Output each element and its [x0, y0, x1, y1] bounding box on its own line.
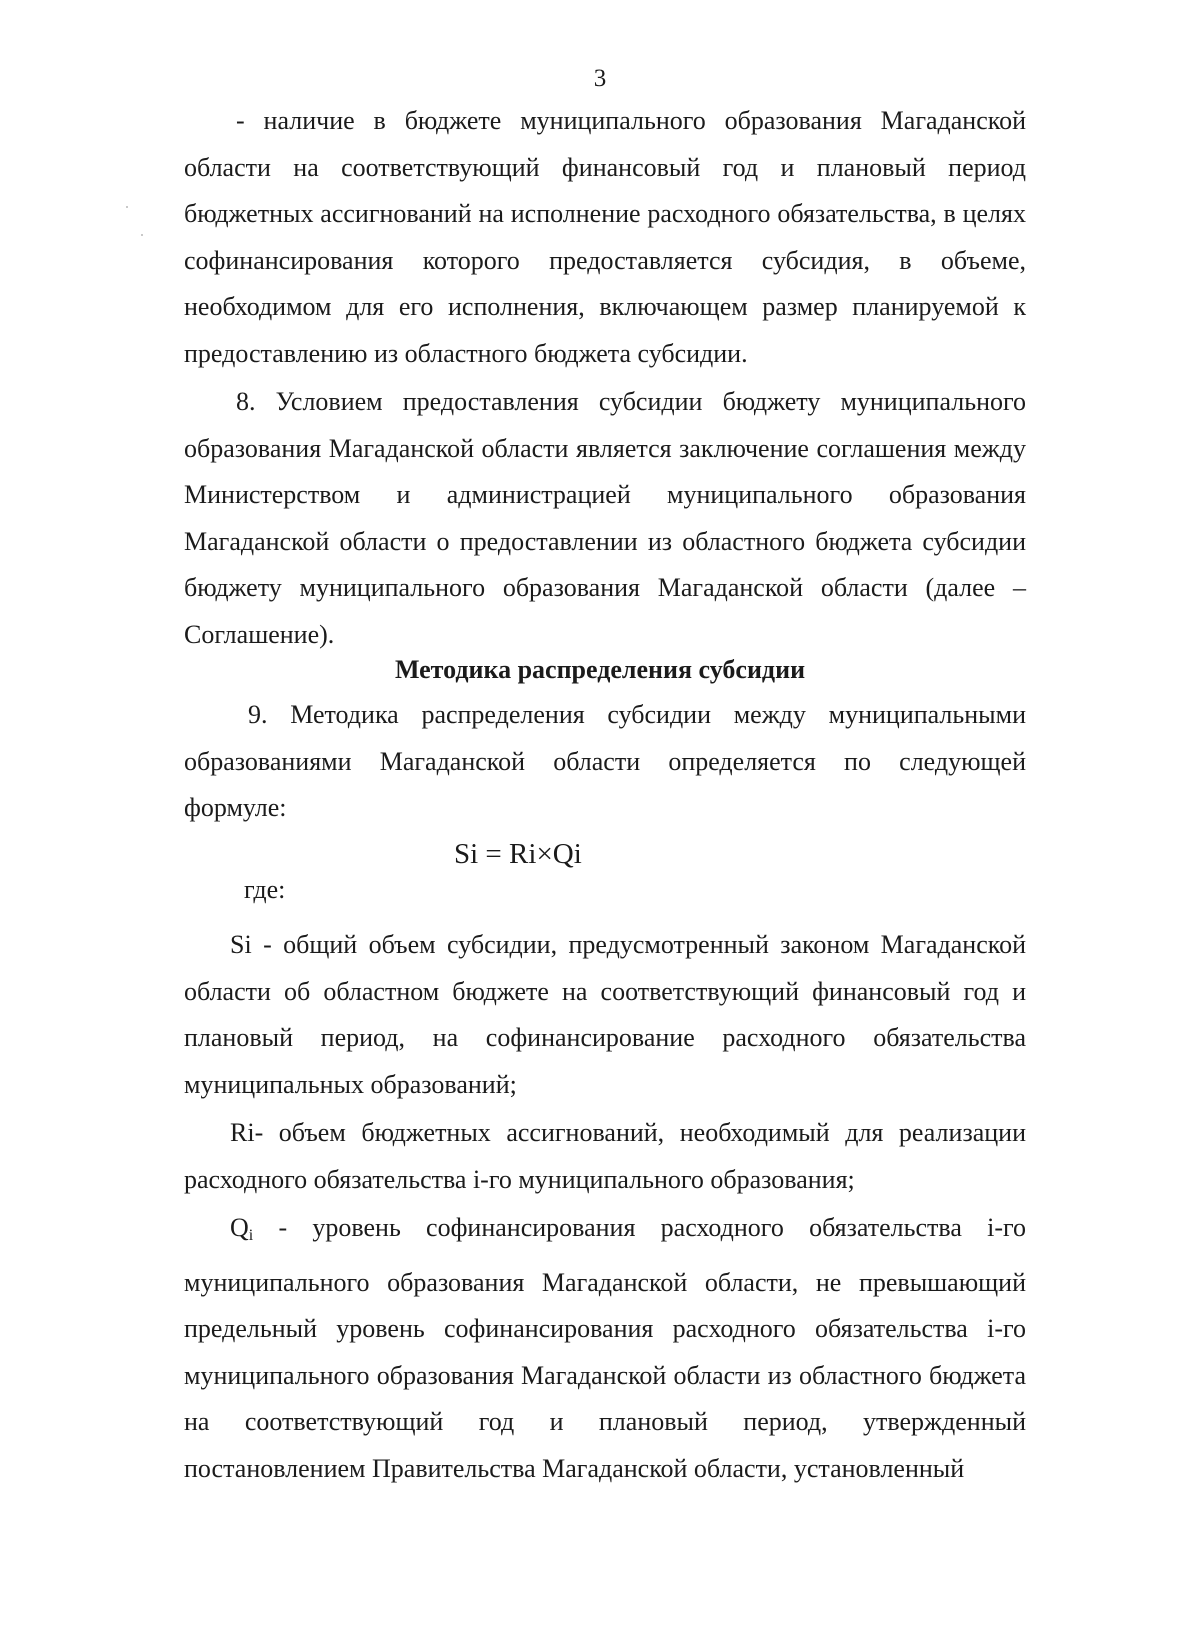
qi-subscript: i — [248, 1227, 254, 1244]
section-heading: Методика распределения субсидии — [394, 655, 806, 684]
section-definitions — [184, 922, 1026, 1492]
qi-symbol: Q — [230, 1213, 249, 1242]
paragraph-9-methodology: 9. Методика распределения субсидии между муниципальными образованиями Магаданской области определяется по следующей формуле: — [184, 700, 1026, 822]
definition-si: Si - общий объем субсидии, предусмотренный законом Магаданской области об областном бюджете на соответствующий финансовый год и плановый период, на софинансирование расходного обязательства муниципальных образований; — [184, 930, 1026, 1099]
where-label: где: — [244, 875, 286, 904]
paragraph-8-agreement: 8. Условием предоставления субсидии бюджету муниципального образования Магаданской области является заключение соглашения между Министерством и администрацией муниципального образования Магаданской области о предоставлении из областного бюджета субсидии бюджету муниципального образования Магаданской области (далее – Соглашение). — [184, 387, 1026, 649]
page-number: 3 — [593, 65, 607, 92]
section-conditions — [184, 98, 1026, 658]
scan-speck — [126, 206, 128, 208]
paragraph-budget-availability: - наличие в бюджете муниципального образования Магаданской области на соответствующий финансовый год и плановый период бюджетных ассигнований на исполнение расходного обязательства, в целях софинансирования которого предоставляется субсидия, в объеме, необходимом для его исполнения, включающем размер планируемой к предоставлению из областного бюджета субсидии. — [184, 106, 1026, 368]
definition-qi — [184, 1205, 1026, 1492]
scan-speck — [141, 234, 143, 236]
definition-ri: Ri- объем бюджетных ассигнований, необходимый для реализации расходного обязательства i-го муниципального образования; — [184, 1118, 1026, 1194]
section-methodology — [184, 692, 1026, 832]
qi-text: - уровень софинансирования расходного обязательства i-го муниципального образования Магаданской области, не превышающий предельный уровень софинансирования расходного обязательства i-го муниципального образования Магаданской области из областного бюджета на соответствующий год и плановый период, утвержденный постановлением Правительства Магаданской области, установленный — [184, 1213, 1026, 1483]
distribution-formula: Si = Ri×Qi — [454, 838, 582, 870]
